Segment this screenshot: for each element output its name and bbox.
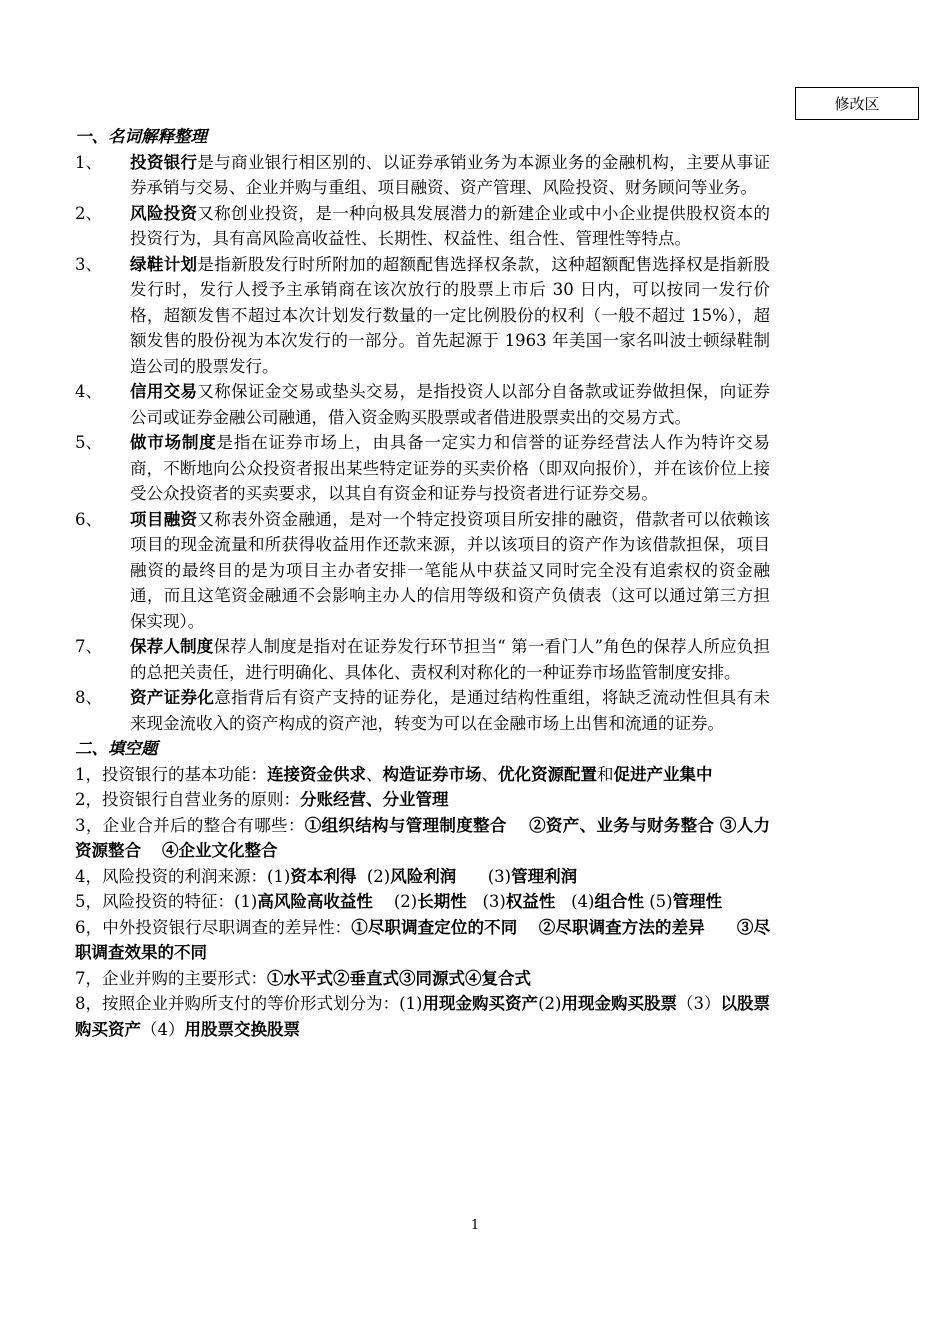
term-number: 5、 xyxy=(75,433,102,452)
question-text: (4) xyxy=(555,892,595,911)
answer-text: 用现金购买资产 xyxy=(422,994,539,1013)
question-text: 、 xyxy=(366,764,383,784)
term-item xyxy=(75,379,770,430)
term-item xyxy=(75,150,770,201)
question-text: (3) xyxy=(466,892,506,911)
term-definition: 意指背后有资产支持的证券化，是通过结构性重组，将缺乏流动性但具有未来现金流收入的资产构成的资产池，转变为可以在金融市场上出售和流通的证券。 xyxy=(130,688,771,733)
term-name: 风险投资 xyxy=(130,203,198,223)
term-number: 2、 xyxy=(75,203,102,223)
answer-text: ③尽职调查效果的不同 xyxy=(75,917,771,962)
term-definition: 是与商业银行相区别的、以证券承销业务为本源业务的金融机构，主要从事证券承销与交易、企业并购与重组、项目融资、资产管理、风险投资、财务顾问等业务。 xyxy=(130,152,771,197)
term-number: 6、 xyxy=(75,509,102,529)
term-name: 投资银行 xyxy=(130,152,198,172)
question-text xyxy=(705,918,737,937)
answer-text: 优化资源配置 xyxy=(498,764,597,784)
term-definition: 保荐人制度是指对在证券发行环节担当“ 第一看门人”角色的保荐人所应负担的总把关责任，进行明确化、具体化、责权利对称化的一种证券市场监管制度安排。 xyxy=(130,637,771,682)
term-number: 3、 xyxy=(75,254,102,274)
answer-text: 连接资金供求 xyxy=(267,764,366,784)
answer-text: ④企业文化整合 xyxy=(161,841,278,860)
question-text: (2) xyxy=(372,892,418,911)
question-text xyxy=(141,841,162,860)
term-definition: 是指在证券市场上，由具备一定实力和信誉的证券经营法人作为特许交易商，不断地向公众投资者报出某些特定证券的买卖价格（即双向报价），并在该价位上接受公众投资者的买卖要求，以其自有资金和证券与投资者进行证券交易。 xyxy=(130,433,771,503)
edit-area-label: 修改区 xyxy=(834,95,880,113)
question-text: (3) xyxy=(456,866,512,886)
term-item xyxy=(75,634,770,685)
term-number: 4、 xyxy=(75,382,102,401)
question-text: 4，风险投资的利润来源：(1) xyxy=(75,866,291,886)
question-text: （3） xyxy=(677,994,721,1013)
term-number: 1、 xyxy=(75,152,102,172)
term-name: 项目融资 xyxy=(130,509,198,529)
fill-in-item xyxy=(75,864,770,890)
answer-text: 以股票购买资产 xyxy=(75,994,771,1039)
answer-text: ②资产、业务与财务整合 xyxy=(529,815,715,835)
fill-in-item xyxy=(75,813,770,864)
question-text: 、 xyxy=(481,764,498,784)
answer-text: 管理性 xyxy=(672,892,723,911)
question-text: (5) xyxy=(643,892,673,911)
term-name: 绿鞋计划 xyxy=(130,254,198,274)
question-text xyxy=(507,816,529,835)
term-number: 7、 xyxy=(75,637,102,656)
answer-text: 资本利得 xyxy=(290,866,357,886)
fill-in-item xyxy=(75,889,770,915)
answer-text: 分账经营、分业管理 xyxy=(300,790,449,809)
answer-text: 促进产业集中 xyxy=(613,764,713,784)
term-name: 资产证券化 xyxy=(130,688,215,707)
term-name: 保荐人制度 xyxy=(130,637,214,656)
question-text: 6，中外投资银行尽职调查的差异性： xyxy=(75,917,352,937)
term-definition: 是指新股发行时所附加的超额配售选择权条款，这种超额配售选择权是指新股发行时，发行人授予主承销商在该次放行的股票上市后 30 日内，可以按同一发行价格，超额发售不超过本次计划发行数量的一定比例股份的权利（一般不超过 15%），超额发售的股份视为本次发行的一部分。首先起源于 1963 年美国一家名叫波士顿绿鞋制造公司的股票发行。 xyxy=(130,254,771,376)
fill-in-item xyxy=(75,915,770,966)
page-number: 1 xyxy=(470,1218,480,1233)
answer-text: ①尽职调查定位的不同 xyxy=(351,917,518,937)
term-item xyxy=(75,507,770,635)
term-name: 信用交易 xyxy=(130,382,198,401)
fill-in-item xyxy=(75,762,770,788)
term-definition: 又称创业投资，是一种向极具发展潜力的新建企业或中小企业提供股权资本的投资行为，具有高风险高收益性、长期性、权益性、组合性、管理性等特点。 xyxy=(130,203,771,248)
term-name: 做市场制度 xyxy=(130,433,217,452)
term-item xyxy=(75,201,770,252)
answer-text: 组合性 xyxy=(594,892,644,911)
term-item xyxy=(75,685,770,736)
answer-text: 构造证券市场 xyxy=(382,764,482,784)
document-body xyxy=(75,124,770,1042)
question-text: 1，投资银行的基本功能： xyxy=(75,764,267,784)
fill-in-item xyxy=(75,991,770,1042)
section1-title: 一、名词解释整理 xyxy=(75,127,207,146)
answer-text: 用现金购买股票 xyxy=(561,994,677,1013)
term-number: 8、 xyxy=(75,688,102,707)
term-item xyxy=(75,252,770,380)
answer-text: ③人力资源整合 xyxy=(75,815,771,860)
question-text: （4） xyxy=(141,1019,185,1039)
answer-text: 管理利润 xyxy=(511,866,578,886)
section2-title: 二、填空题 xyxy=(75,739,158,758)
question-text: (2) xyxy=(538,994,562,1013)
answer-text: ①组织结构与管理制度整合 xyxy=(304,815,507,835)
question-text xyxy=(517,918,538,937)
question-text: 3，企业合并后的整合有哪些： xyxy=(75,815,305,835)
answer-text: 长期性 xyxy=(417,892,467,911)
term-definition: 又称表外资金融通，是对一个特定投资项目所安排的融资，借款者可以依赖该项目的现金流量和所获得收益用作还款来源，并以该项目的资产作为该借款担保，项目融资的最终目的是为项目主办者安排一笔能从中获益又同时完全没有追索权的资金融通，而且这笔资金融通不会影响主办人的信用等级和资产负债表（这可以通过第三方担保实现）。 xyxy=(130,509,771,631)
question-text: 2，投资银行自营业务的原则： xyxy=(75,790,300,809)
answer-text: 高风险高收益性 xyxy=(257,892,373,911)
answer-text: 用股票交换股票 xyxy=(184,1019,300,1039)
answer-text: ①水平式②垂直式③同源式④复合式 xyxy=(267,968,531,988)
term-item xyxy=(75,430,770,507)
fill-in-item xyxy=(75,787,770,813)
answer-text: 权益性 xyxy=(505,892,556,911)
question-text: 5，风险投资的特征：(1) xyxy=(75,892,258,911)
answer-text: ②尽职调查方法的差异 xyxy=(538,917,705,937)
edit-area-box xyxy=(795,87,919,120)
question-text: (2) xyxy=(356,866,391,886)
fill-in-item xyxy=(75,966,770,992)
answer-text: 风险利润 xyxy=(390,866,457,886)
fill-in-list xyxy=(75,762,770,1043)
term-definition: 又称保证金交易或垫头交易，是指投资人以部分自备款或证券做担保，向证券公司或证券金融公司融通，借入资金购买股票或者借进股票卖出的交易方式。 xyxy=(130,382,771,427)
question-text: 7，企业并购的主要形式： xyxy=(75,968,267,988)
term-list xyxy=(75,150,770,737)
question-text: 8，按照企业并购所支付的等价形式划分为：(1) xyxy=(75,994,423,1013)
question-text: 和 xyxy=(597,764,614,784)
